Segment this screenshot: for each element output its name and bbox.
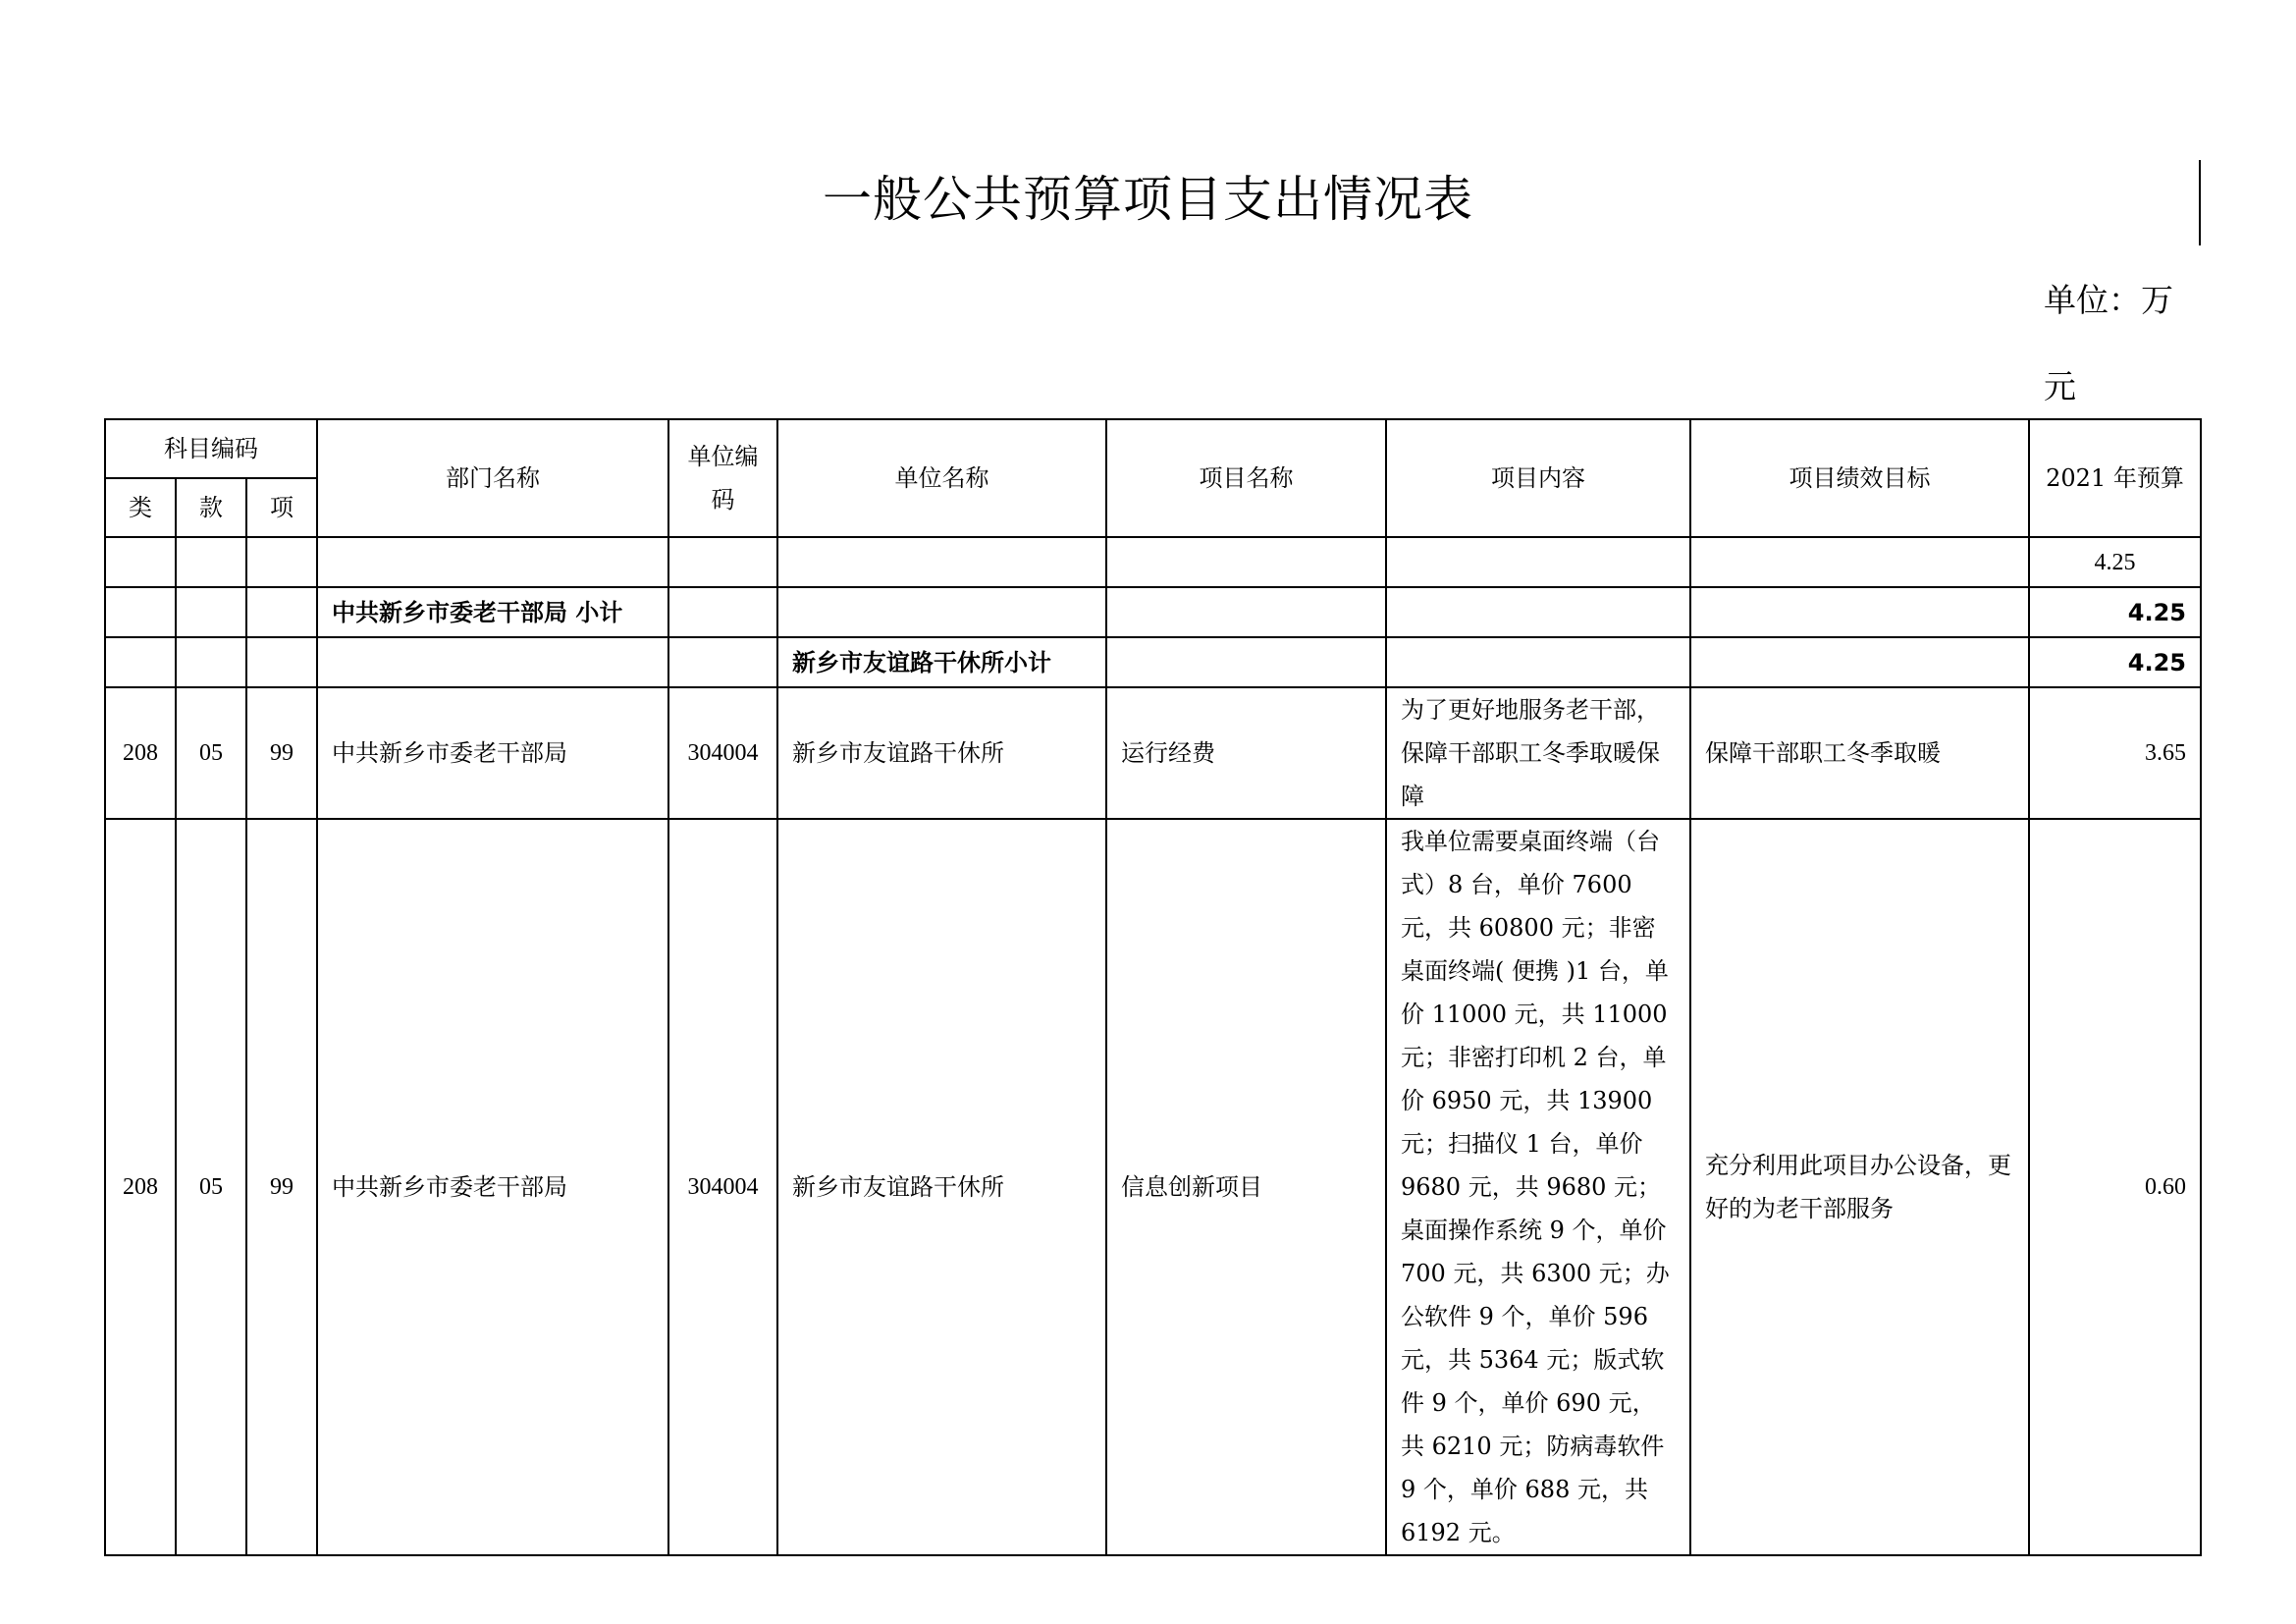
header-xiang: 项 <box>246 478 317 537</box>
row-dept: 中共新乡市委老干部局 <box>317 687 668 819</box>
row-project: 信息创新项目 <box>1106 819 1386 1555</box>
document-title: 一般公共预算项目支出情况表 <box>823 171 1473 228</box>
row-lei: 208 <box>105 687 176 819</box>
row-xiang: 99 <box>246 687 317 819</box>
dept-subtotal-row <box>105 587 2201 637</box>
header-budget-2021: 2021 年预算 <box>2029 419 2201 537</box>
row-lei: 208 <box>105 819 176 1555</box>
row-unit-name: 新乡市友谊路干休所 <box>777 687 1106 819</box>
row-unit-name: 新乡市友谊路干休所 <box>777 819 1106 1555</box>
header-project-name: 项目名称 <box>1106 419 1386 537</box>
row-budget: 0.60 <box>2029 819 2201 1555</box>
row-kuan: 05 <box>176 687 246 819</box>
row-project: 运行经费 <box>1106 687 1386 819</box>
row-content: 为了更好地服务老干部，保障干部职工冬季取暖保障 <box>1386 687 1690 819</box>
row-content: 我单位需要桌面终端（台式）8 台，单价 7600 元，共 60800 元；非密桌面终端( 便携 )1 台，单价 11000 元，共 11000 元；非密打印机 2 台，单价 6950 元，共 13900 元；扫描仪 1 台，单价 9680 元，共 9680 元；桌面操作系统 9 个，单价 700 元，共 6300 元；办公软件 9 个，单价 596 元，共 5364 元；版式软件 9 个，单价 690 元，共 6210 元；防病毒软件 9 个，单价 688 元，共 6192 元。 <box>1386 819 1690 1555</box>
header-code-group: 科目编码 <box>105 419 317 478</box>
header-performance-goal: 项目绩效目标 <box>1690 419 2029 537</box>
header-project-content: 项目内容 <box>1386 419 1690 537</box>
unit-subtotal-budget: 4.25 <box>2029 637 2201 687</box>
row-xiang: 99 <box>246 819 317 1555</box>
header-dept-name: 部门名称 <box>317 419 668 537</box>
row-unit-code: 304004 <box>668 819 777 1555</box>
row-unit-code: 304004 <box>668 687 777 819</box>
row-goal: 保障干部职工冬季取暖 <box>1690 687 2029 819</box>
unit-label: 单位：万元 <box>2044 281 2173 406</box>
header-row-1 <box>105 419 2201 478</box>
header-kuan: 款 <box>176 478 246 537</box>
table-row <box>105 819 2201 1555</box>
table-row <box>105 687 2201 819</box>
unit-subtotal-label: 新乡市友谊路干休所小计 <box>777 637 1106 687</box>
total-row <box>105 537 2201 587</box>
budget-table <box>104 418 2202 1556</box>
row-dept: 中共新乡市委老干部局 <box>317 819 668 1555</box>
header-lei: 类 <box>105 478 176 537</box>
row-goal: 充分利用此项目办公设备，更好的为老干部服务 <box>1690 819 2029 1555</box>
header-unit-name: 单位名称 <box>777 419 1106 537</box>
row-budget: 3.65 <box>2029 687 2201 819</box>
margin-rule <box>2199 160 2201 245</box>
total-budget: 4.25 <box>2029 537 2201 587</box>
unit-subtotal-row <box>105 637 2201 687</box>
dept-subtotal-label: 中共新乡市委老干部局 小计 <box>317 587 668 637</box>
row-kuan: 05 <box>176 819 246 1555</box>
header-unit-code: 单位编码 <box>668 419 777 537</box>
dept-subtotal-budget: 4.25 <box>2029 587 2201 637</box>
